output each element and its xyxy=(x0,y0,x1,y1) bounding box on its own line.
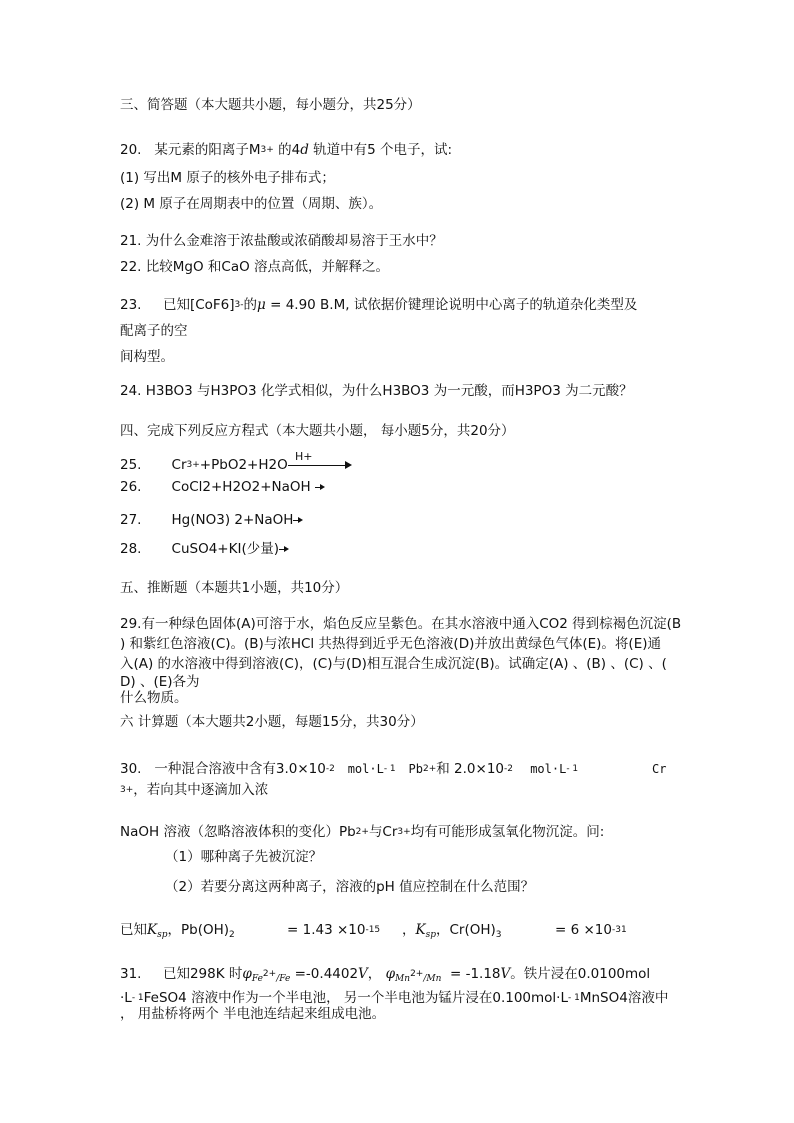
arrow-icon xyxy=(279,545,289,553)
question-22: 22. 比较MgO 和CaO 溶点高低，并解释之。 xyxy=(120,259,390,275)
question-24: 24. H3BO3 与H3PO3 化学式相似，为什么H3BO3 为一元酸，而H3PO3 为二元酸？ xyxy=(120,383,633,399)
question-28: 28. CuSO4+KI(少量) xyxy=(120,541,289,557)
arrow-icon xyxy=(315,483,325,491)
question-29-line5: 什么物质。 xyxy=(120,690,188,706)
question-31-c: ， 用盐桥将两个 半电池连结起来组成电池。 xyxy=(120,1006,386,1022)
ksp-value-2: = $6 \times 10^{-31}$ xyxy=(555,922,627,938)
question-20: 20. 某元素的阳离子$M^{3+}$ 的4d 轨道中有5 个电子，试: xyxy=(120,142,453,158)
question-27: 27. Hg(NO3) 2+NaOH xyxy=(120,512,303,528)
question-30-b: $^{3+}$，若向其中逐滴加入浓 xyxy=(120,782,269,798)
question-23: 23. 已知$[CoF6]^{3-}$的μ = 4.90 B.M, 试依据价键理论说明中心离子的轨道杂化类型及 xyxy=(120,297,638,313)
question-31: 31. 已知298K 时$\varphi_{Fe}^{2+}_{/Fe} =-0.4402V$， $\varphi_{Mn}^{2+}_{/Mn} = -1.18V$。铁片浸在0.0100mol xyxy=(120,966,651,984)
question-23-c: 间构型。 xyxy=(120,349,174,365)
question-29-line3: 入(A) 的水溶液中得到溶液(C)，(C)与(D)相互混合生成沉淀(B)。试确定(A) 、(B) 、(C) 、( xyxy=(120,656,667,672)
reaction-condition: H+ xyxy=(295,450,313,463)
question-31-b: $\cdot L^{- 1}FeSO4$ 溶液中作为一个半电池， 另一个半电池为锰片浸在$0.100mol\cdot L^{- 1}MnSO4$溶液中 xyxy=(120,990,669,1006)
question-30-ksp: 已知$K_{sp}$，$Pb(OH)_2$ xyxy=(120,922,235,940)
arrow-icon xyxy=(293,516,303,524)
question-30: 30. 一种混合溶液中含有$3.0\times 10^{-2}$ $mol\cdot L^{- 1}$ $Pb^{2+}$和 $2.0\times 10^{-2}$ $mol\cdot L^{- 1}$ xyxy=(120,761,579,777)
question-29-line1: 29.有一种绿色固体(A)可溶于水，焰色反应呈紫色。在其水溶液中通入CO2 得到棕褐色沉淀(B xyxy=(120,616,682,632)
question-30-2: （2）若要分离这两种离子，溶液的pH 值应控制在什么范围？ xyxy=(165,879,535,895)
question-20-2: (2) M 原子在周期表中的位置（周期、族）。 xyxy=(120,196,383,212)
question-30-cr: Cr xyxy=(652,762,667,776)
ksp-value-1: = $1.43 \times 10^{-15}$ xyxy=(287,922,381,938)
section4-heading: 四、完成下列反应方程式（本大题共小题， 每小题5分，共20分） xyxy=(120,423,515,439)
question-30-1: （1）哪种离子先被沉淀？ xyxy=(165,849,323,865)
question-30-c: NaOH 溶液（忽略溶液体积的变化）$Pb^{2+}$与$Cr^{3+}$均有可能形成氢氧化物沉淀。问: xyxy=(120,824,605,840)
section6-heading: 六 计算题（本大题共2小题，每题15分，共30分） xyxy=(120,714,424,730)
question-25: 25. $Cr^{3+}+PbO2+H2O$ xyxy=(120,457,352,475)
question-21: 21. 为什么金难溶于浓盐酸或浓硝酸却易溶于王水中？ xyxy=(120,233,443,249)
q20-number: 20. xyxy=(120,142,142,158)
question-26: 26. CoCl2+H2O2+NaOH xyxy=(120,479,325,495)
section5-heading: 五、推断题（本题共1小题，共10分） xyxy=(120,580,349,596)
ksp-label-2: ，$K_{sp}$，$Cr(OH)_3$ xyxy=(402,922,502,940)
question-20-1: (1) 写出M 原子的核外电子排布式； xyxy=(120,170,335,186)
question-29-line2: ) 和紫红色溶液(C)。(B)与浓HCl 共热得到近乎无色溶液(D)并放出黄绿色气体(E)。将(E)通 xyxy=(120,636,661,652)
section3-heading: 三、简答题（本大题共小题，每小题分，共25分） xyxy=(120,97,421,113)
question-23-b: 配离子的空 xyxy=(120,323,188,339)
question-29-line4: D) 、(E)各为 xyxy=(120,674,200,690)
